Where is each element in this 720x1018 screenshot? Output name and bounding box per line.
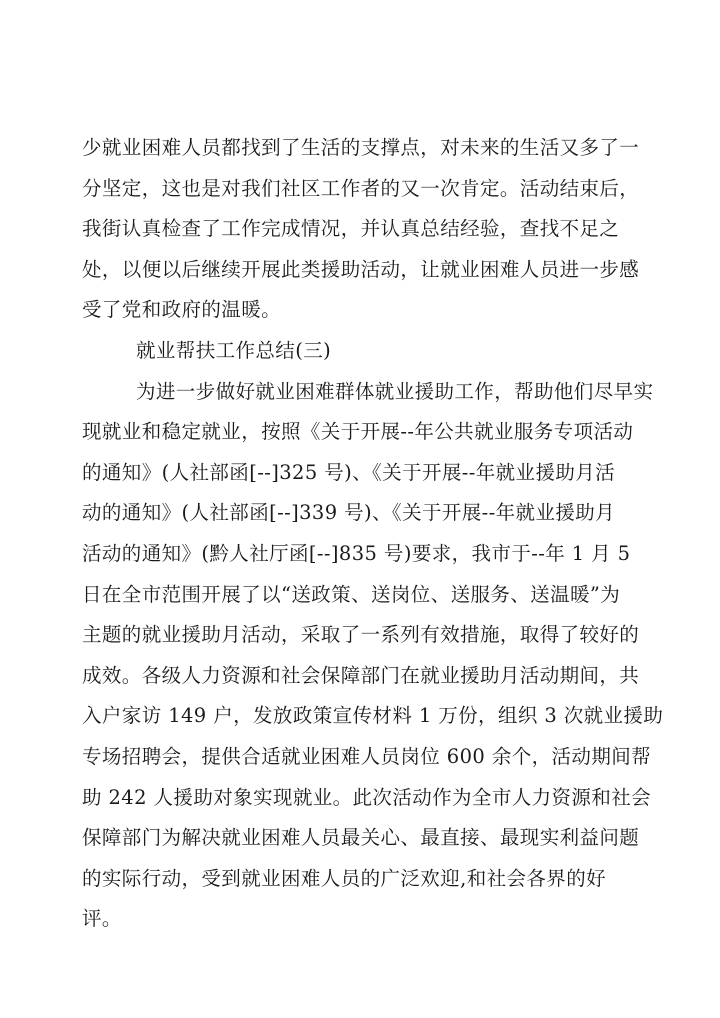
text-line: 成效。各级人力资源和社会保障部门在就业援助月活动期间，共 — [82, 663, 640, 687]
text-line: 分坚定，这也是对我们社区工作者的又一次肯定。活动结束后， — [82, 176, 640, 200]
section-title: 就业帮扶工作总结(三) — [136, 338, 332, 362]
text-line: 活动的通知》(黔人社厅函[--]835 号)要求，我市于--年 1 月 5 — [82, 541, 631, 565]
text-line: 日在全市范围开展了以“送政策、送岗位、送服务、送温暖”为 — [82, 582, 621, 606]
text-line: 受了党和政府的温暖。 — [82, 298, 282, 322]
text-line: 我街认真检查了工作完成情况，并认真总结经验，查找不足之 — [82, 217, 620, 241]
text-line: 入户家访 149 户，发放政策宣传材料 1 万份，组织 3 次就业援助 — [82, 704, 664, 728]
text-line: 评。 — [82, 907, 122, 931]
text-line: 专场招聘会，提供合适就业困难人员岗位 600 余个，活动期间帮 — [82, 744, 652, 768]
text-line: 的通知》(人社部函[--]325 号)、《关于开展--年就业援助月活 — [82, 460, 616, 484]
text-line: 少就业困难人员都找到了生活的支撑点，对未来的生活又多了一 — [82, 136, 640, 159]
text-line: 保障部门为解决就业困难人员最关心、最直接、最现实利益问题 — [82, 826, 640, 850]
text-line: 动的通知》(人社部函[--]339 号)、《关于开展--年就业援助月 — [82, 501, 616, 525]
text-line: 为进一步做好就业困难群体就业援助工作，帮助他们尽早实 — [136, 379, 654, 403]
text-line: 处，以便以后继续开展此类援助活动，让就业困难人员进一步感 — [82, 257, 640, 281]
text-line: 主题的就业援助月活动，采取了一系列有效措施，取得了较好的 — [82, 623, 640, 647]
text-line: 的实际行动，受到就业困难人员的广泛欢迎,和社会各界的好 — [82, 866, 606, 890]
text-line: 助 242 人援助对象实现就业。此次活动作为全市人力资源和社会 — [82, 785, 652, 809]
document-body — [82, 128, 664, 940]
text-line: 现就业和稳定就业，按照《关于开展--年公共就业服务专项活动 — [82, 420, 634, 444]
